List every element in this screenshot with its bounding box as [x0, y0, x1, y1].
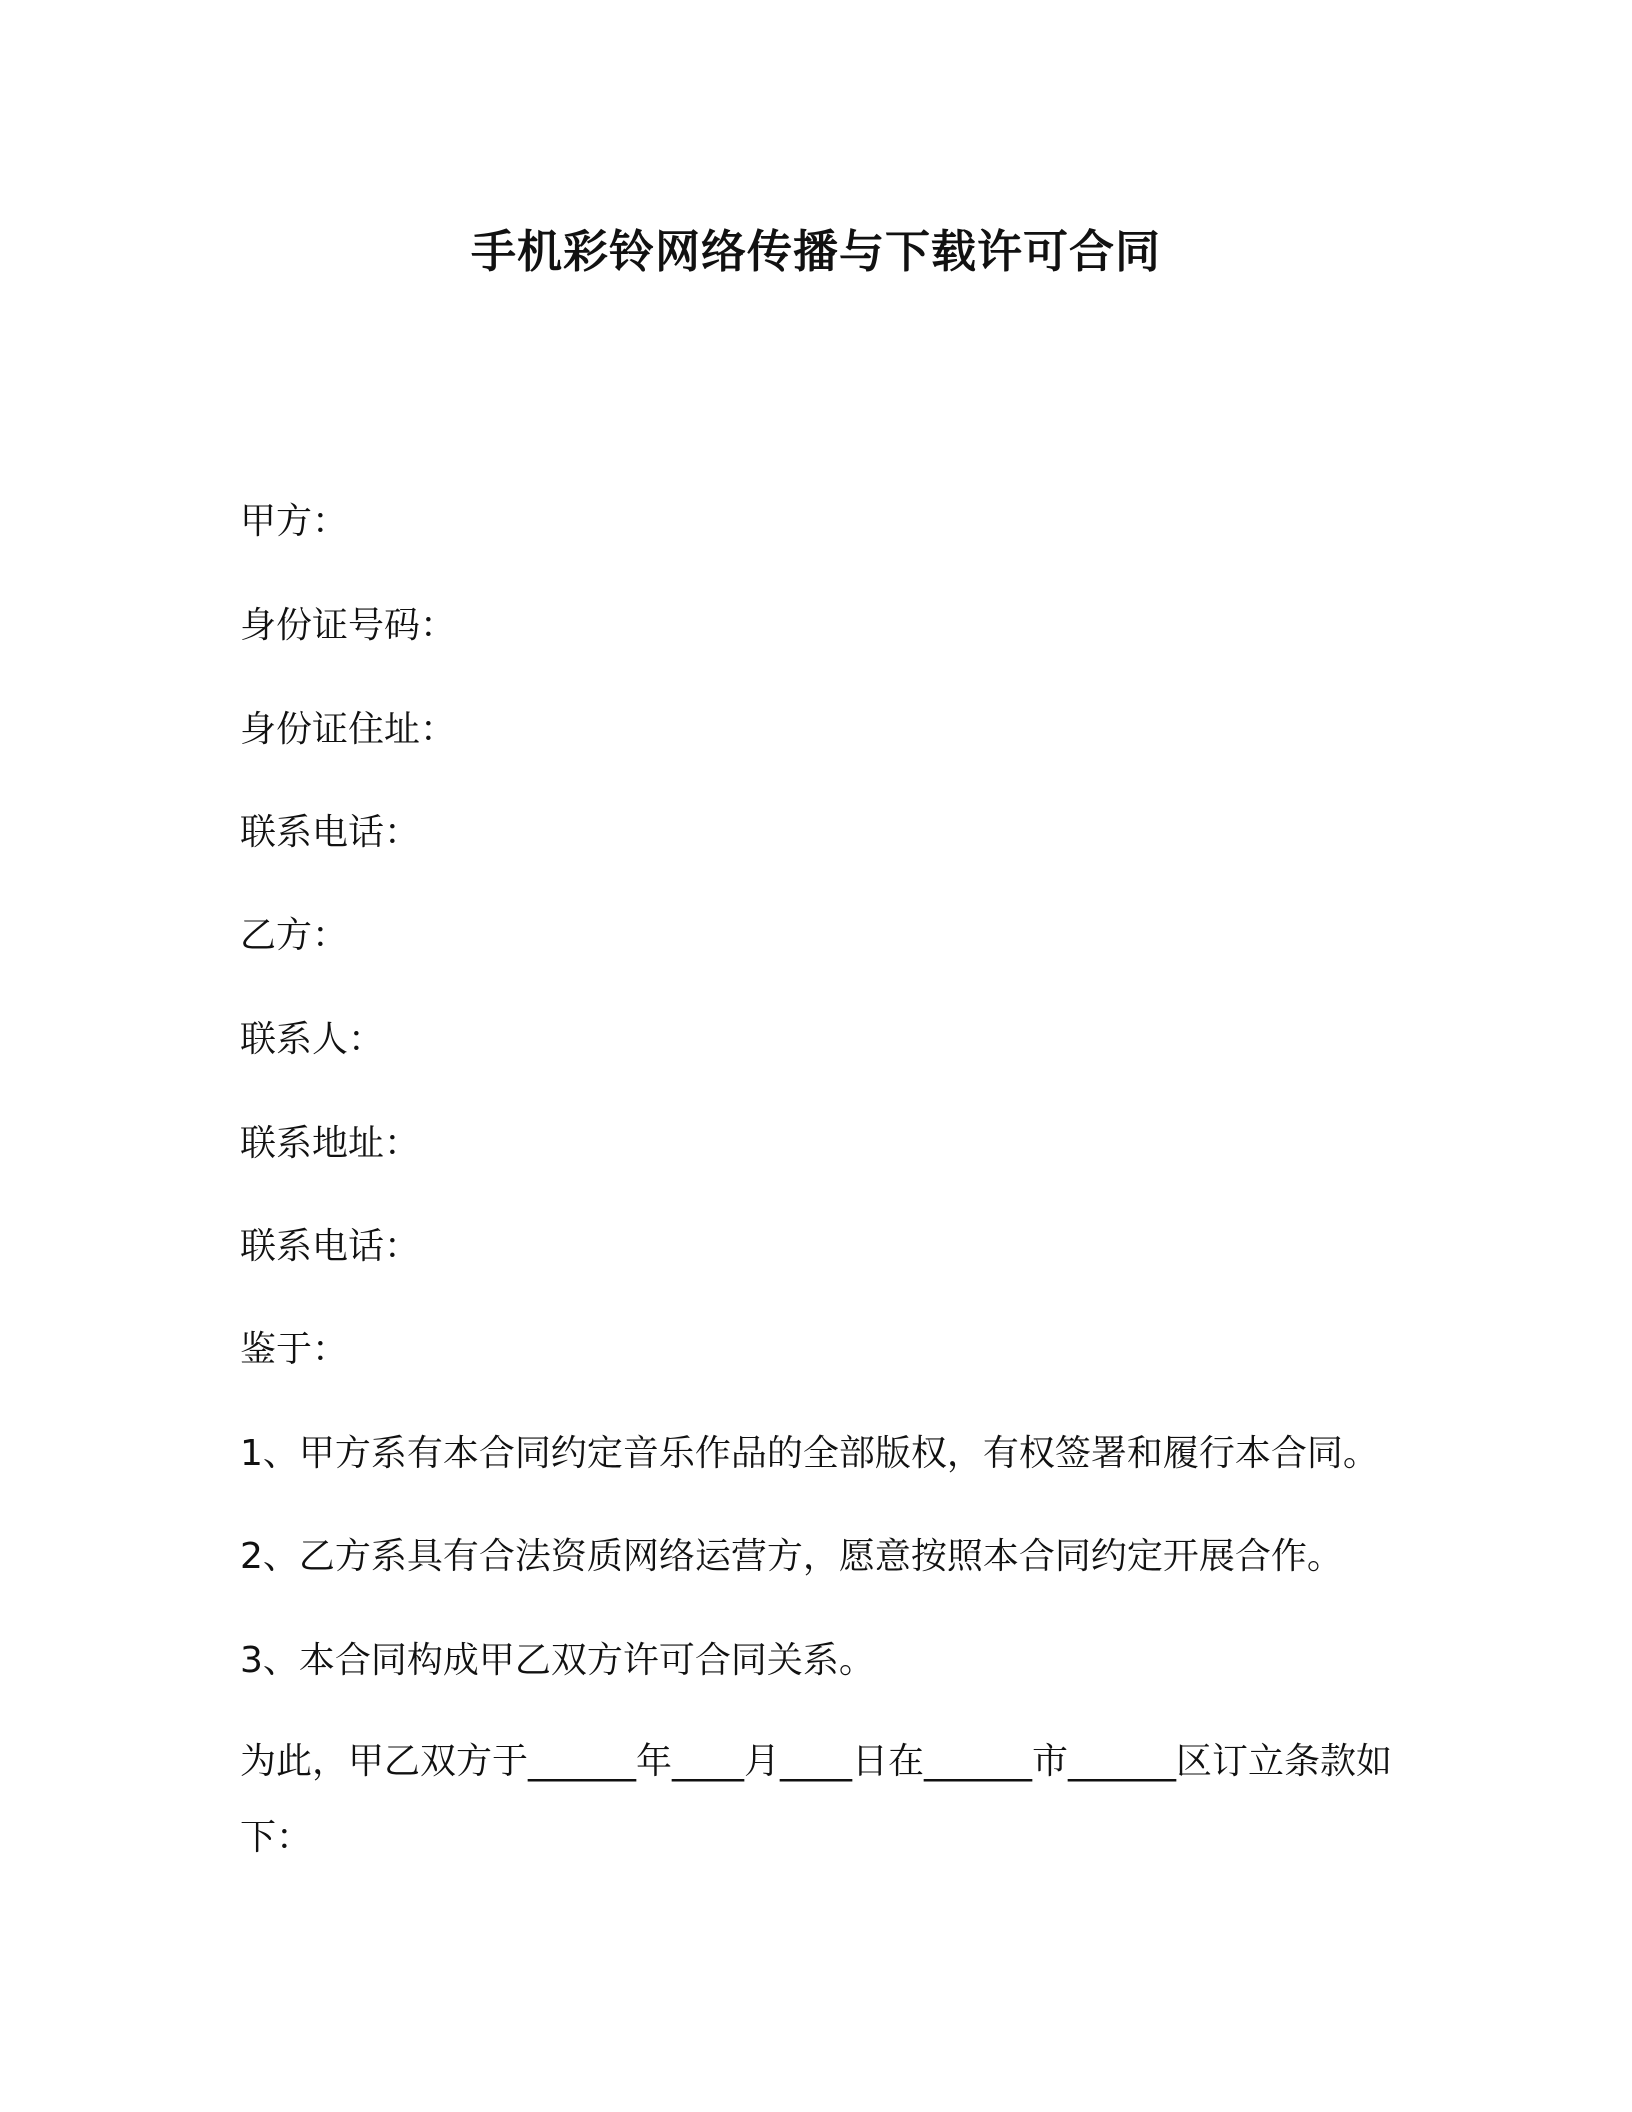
party-b-label: 乙方： [240, 915, 349, 956]
recital-item: 3、本合同构成甲乙双方许可合同关系。 [240, 1640, 875, 1681]
party-a-label: 甲方： [240, 501, 349, 542]
party-b-contact-address-label: 联系地址： [240, 1123, 421, 1164]
party-b-phone-label: 联系电话： [240, 1226, 421, 1267]
party-a-id-address-label: 身份证住址： [240, 709, 457, 750]
recital-item: 2、乙方系具有合法资质网络运营方，愿意按照本合同约定开展合作。 [240, 1536, 1343, 1577]
closing-paragraph: 为此，甲乙双方于______年____月____日在______市______区订立条款如下： [240, 1741, 1393, 1858]
recital-item: 1、甲方系有本合同约定音乐作品的全部版权，有权签署和履行本合同。 [240, 1433, 1379, 1474]
party-a-id-number-label: 身份证号码： [240, 605, 457, 646]
whereas-label: 鉴于： [240, 1329, 349, 1370]
document-title: 手机彩铃网络传播与下载许可合同 [470, 225, 1161, 278]
party-b-contact-person-label: 联系人： [240, 1019, 385, 1060]
party-a-phone-label: 联系电话： [240, 812, 421, 853]
